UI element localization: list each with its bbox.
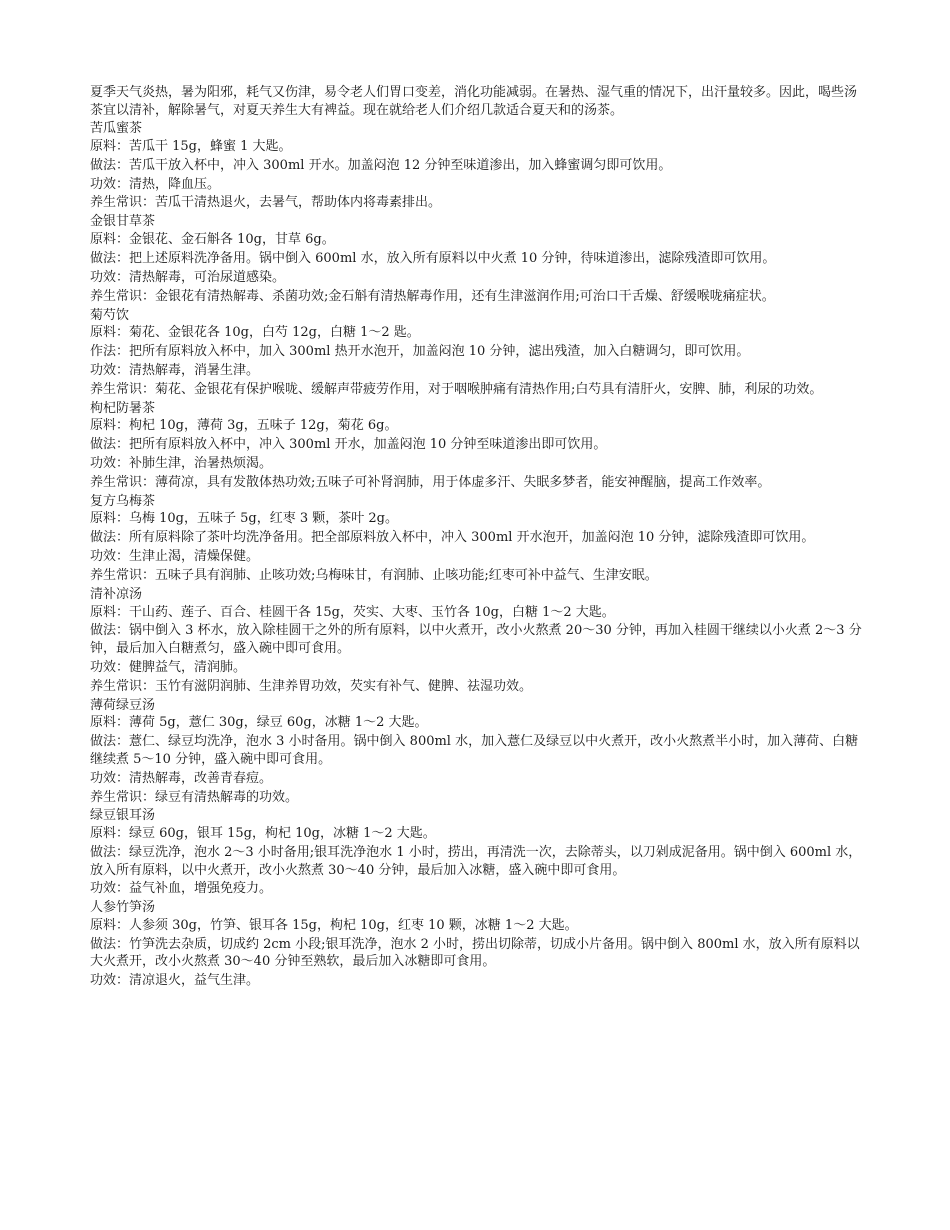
recipe-section [90, 899, 864, 990]
recipe-line: 做法：薏仁、绿豆均洗净，泡水 3 小时备用。锅中倒入 800ml 水，加入薏仁及绿豆以中火煮开，改小火熬煮半小时，加入薄荷、白糖继续煮 5～10 分钟，盛入碗中即可食用。 [90, 734, 859, 767]
recipe-line: 养生常识：金银花有清热解毒、杀菌功效;金石斛有清热解毒作用，还有生津滋润作用;可治口干舌燥、舒缓喉咙痛症状。 [90, 288, 775, 304]
recipe-title: 金银甘草茶 [90, 214, 156, 230]
recipe-line: 功效：清凉退火，益气生津。 [90, 973, 260, 989]
recipe-line: 做法：苦瓜干放入杯中，冲入 300ml 开水。加盖闷泡 12 分钟至味道渗出，加入蜂蜜调匀即可饮用。 [90, 157, 672, 173]
recipe-line: 养生常识：玉竹有滋阴润肺、生津养胃功效，芡实有补气、健脾、祛湿功效。 [90, 678, 533, 694]
recipe-line: 做法：把上述原料洗净备用。锅中倒入 600ml 水，放入所有原料以中火煮 10 分钟，待味道渗出，滤除残渣即可饮用。 [90, 250, 776, 266]
recipe-line: 原料：金银花、金石斛各 10g，甘草 6g。 [90, 231, 335, 247]
recipe-line: 功效：清热解毒，消暑生津。 [90, 362, 260, 378]
recipe-line: 功效：清热，降血压。 [90, 176, 221, 192]
recipe-title: 枸杞防暑茶 [90, 400, 156, 416]
recipe-line: 原料：枸杞 10g，薄荷 3g，五味子 12g，菊花 6g。 [90, 418, 398, 434]
recipe-section [90, 807, 864, 898]
recipe-line: 养生常识：菊花、金银花有保护喉咙、缓解声带疲劳作用，对于咽喉肿痛有清热作用;白芍具有清肝火，安脾、肺，利尿的功效。 [90, 381, 823, 397]
recipe-line: 养生常识：绿豆有清热解毒的功效。 [90, 789, 299, 805]
recipe-section [90, 586, 864, 695]
recipe-line: 做法：锅中倒入 3 杯水，放入除桂圆干之外的所有原料，以中火煮开，改小火熬煮 20～30 分钟，再加入桂圆干继续以小火煮 2～3 分钟，最后加入白糖煮匀，盛入碗中即可食用。 [90, 623, 862, 657]
recipe-title: 清补凉汤 [90, 586, 143, 602]
recipe-line: 作法：把所有原料放入杯中，加入 300ml 热开水泡开，加盖闷泡 10 分钟，滤出残渣，加入白糖调匀，即可饮用。 [90, 343, 750, 359]
recipe-line: 养生常识：薄荷凉，具有发散体热功效;五味子可补肾润肺，用于体虚多汗、失眠多梦者，能安神醒脑，提高工作效率。 [90, 474, 771, 490]
recipe-section [90, 400, 864, 492]
recipe-list [90, 120, 864, 990]
recipe-line: 功效：补肺生津，治暑热烦渴。 [90, 456, 273, 472]
recipe-title: 薄荷绿豆汤 [90, 697, 156, 713]
recipe-section [90, 120, 864, 212]
recipe-section [90, 493, 864, 585]
recipe-title: 复方乌梅茶 [90, 493, 156, 509]
recipe-section [90, 213, 864, 305]
recipe-line: 原料：菊花、金银花各 10g，白芍 12g，白糖 1～2 匙。 [90, 325, 420, 341]
recipe-line: 原料：干山药、莲子、百合、桂圆干各 15g，芡实、大枣、玉竹各 10g，白糖 1～2 大匙。 [90, 604, 615, 620]
recipe-section [90, 697, 864, 806]
recipe-title: 苦瓜蜜茶 [90, 121, 143, 137]
recipe-line: 做法：竹笋洗去杂质，切成约 2cm 小段;银耳洗净，泡水 2 小时，捞出切除蒂，切成小片备用。锅中倒入 800ml 水，放入所有原料以大火煮开，改小火熬煮 30～40 分钟至熟软，最后加入冰糖即可食用。 [90, 936, 860, 970]
recipe-line: 功效：生津止渴，清燥保健。 [90, 549, 260, 565]
recipe-title: 人参竹笋汤 [90, 900, 156, 916]
recipe-line: 原料：薄荷 5g，薏仁 30g，绿豆 60g，冰糖 1～2 大匙。 [90, 715, 428, 731]
recipe-line: 功效：益气补血，增强免疫力。 [90, 881, 273, 897]
recipe-line: 养生常识：苦瓜干清热退火，去暑气，帮助体内将毒素排出。 [90, 195, 442, 211]
recipe-section [90, 307, 864, 399]
recipe-title: 菊芍饮 [90, 307, 130, 323]
recipe-line: 做法：所有原料除了茶叶均洗净备用。把全部原料放入杯中，冲入 300ml 开水泡开，加盖闷泡 10 分钟，滤除残渣即可饮用。 [90, 530, 815, 546]
recipe-line: 功效：健脾益气，清润肺。 [90, 659, 247, 675]
recipe-line: 原料：人参须 30g，竹笋、银耳各 15g，枸杞 10g，红枣 10 颗，冰糖 1～2 大匙。 [90, 917, 578, 933]
recipe-line: 功效：清热解毒，改善青春痘。 [90, 770, 273, 786]
recipe-line: 养生常识：五味子具有润肺、止咳功效;乌梅味甘，有润肺、止咳功能;红枣可补中益气、生津安眠。 [90, 568, 658, 584]
recipe-title: 绿豆银耳汤 [90, 808, 156, 824]
recipe-line: 原料：乌梅 10g，五味子 5g，红枣 3 颗，茶叶 2g。 [90, 511, 398, 527]
intro-paragraph: 夏季天气炎热，暑为阳邪，耗气又伤津，易令老人们胃口变差，消化功能减弱。在暑热、湿气重的情况下，出汗量较多。因此，喝些汤茶宜以清补，解除暑气，对夏天养生大有裨益。现在就给老人们介绍几款适合夏天和的汤茶。 [90, 85, 858, 118]
recipe-line: 原料：绿豆 60g，银耳 15g，枸杞 10g，冰糖 1～2 大匙。 [90, 826, 436, 842]
recipe-line: 原料：苦瓜干 15g，蜂蜜 1 大匙。 [90, 138, 292, 154]
recipe-line: 做法：把所有原料放入杯中，冲入 300ml 开水，加盖闷泡 10 分钟至味道渗出即可饮用。 [90, 437, 607, 453]
recipe-line: 做法：绿豆洗净，泡水 2～3 小时备用;银耳洗净泡水 1 小时，捞出，再清洗一次，去除蒂头，以刀剁成泥备用。锅中倒入 600ml 水，放入所有原料，以中火煮开，改小火熬煮 30～40 分钟，最后加入冰糖，盛入碗中即可食用。 [90, 844, 862, 878]
recipe-line: 功效：清热解毒，可治尿道感染。 [90, 269, 286, 285]
